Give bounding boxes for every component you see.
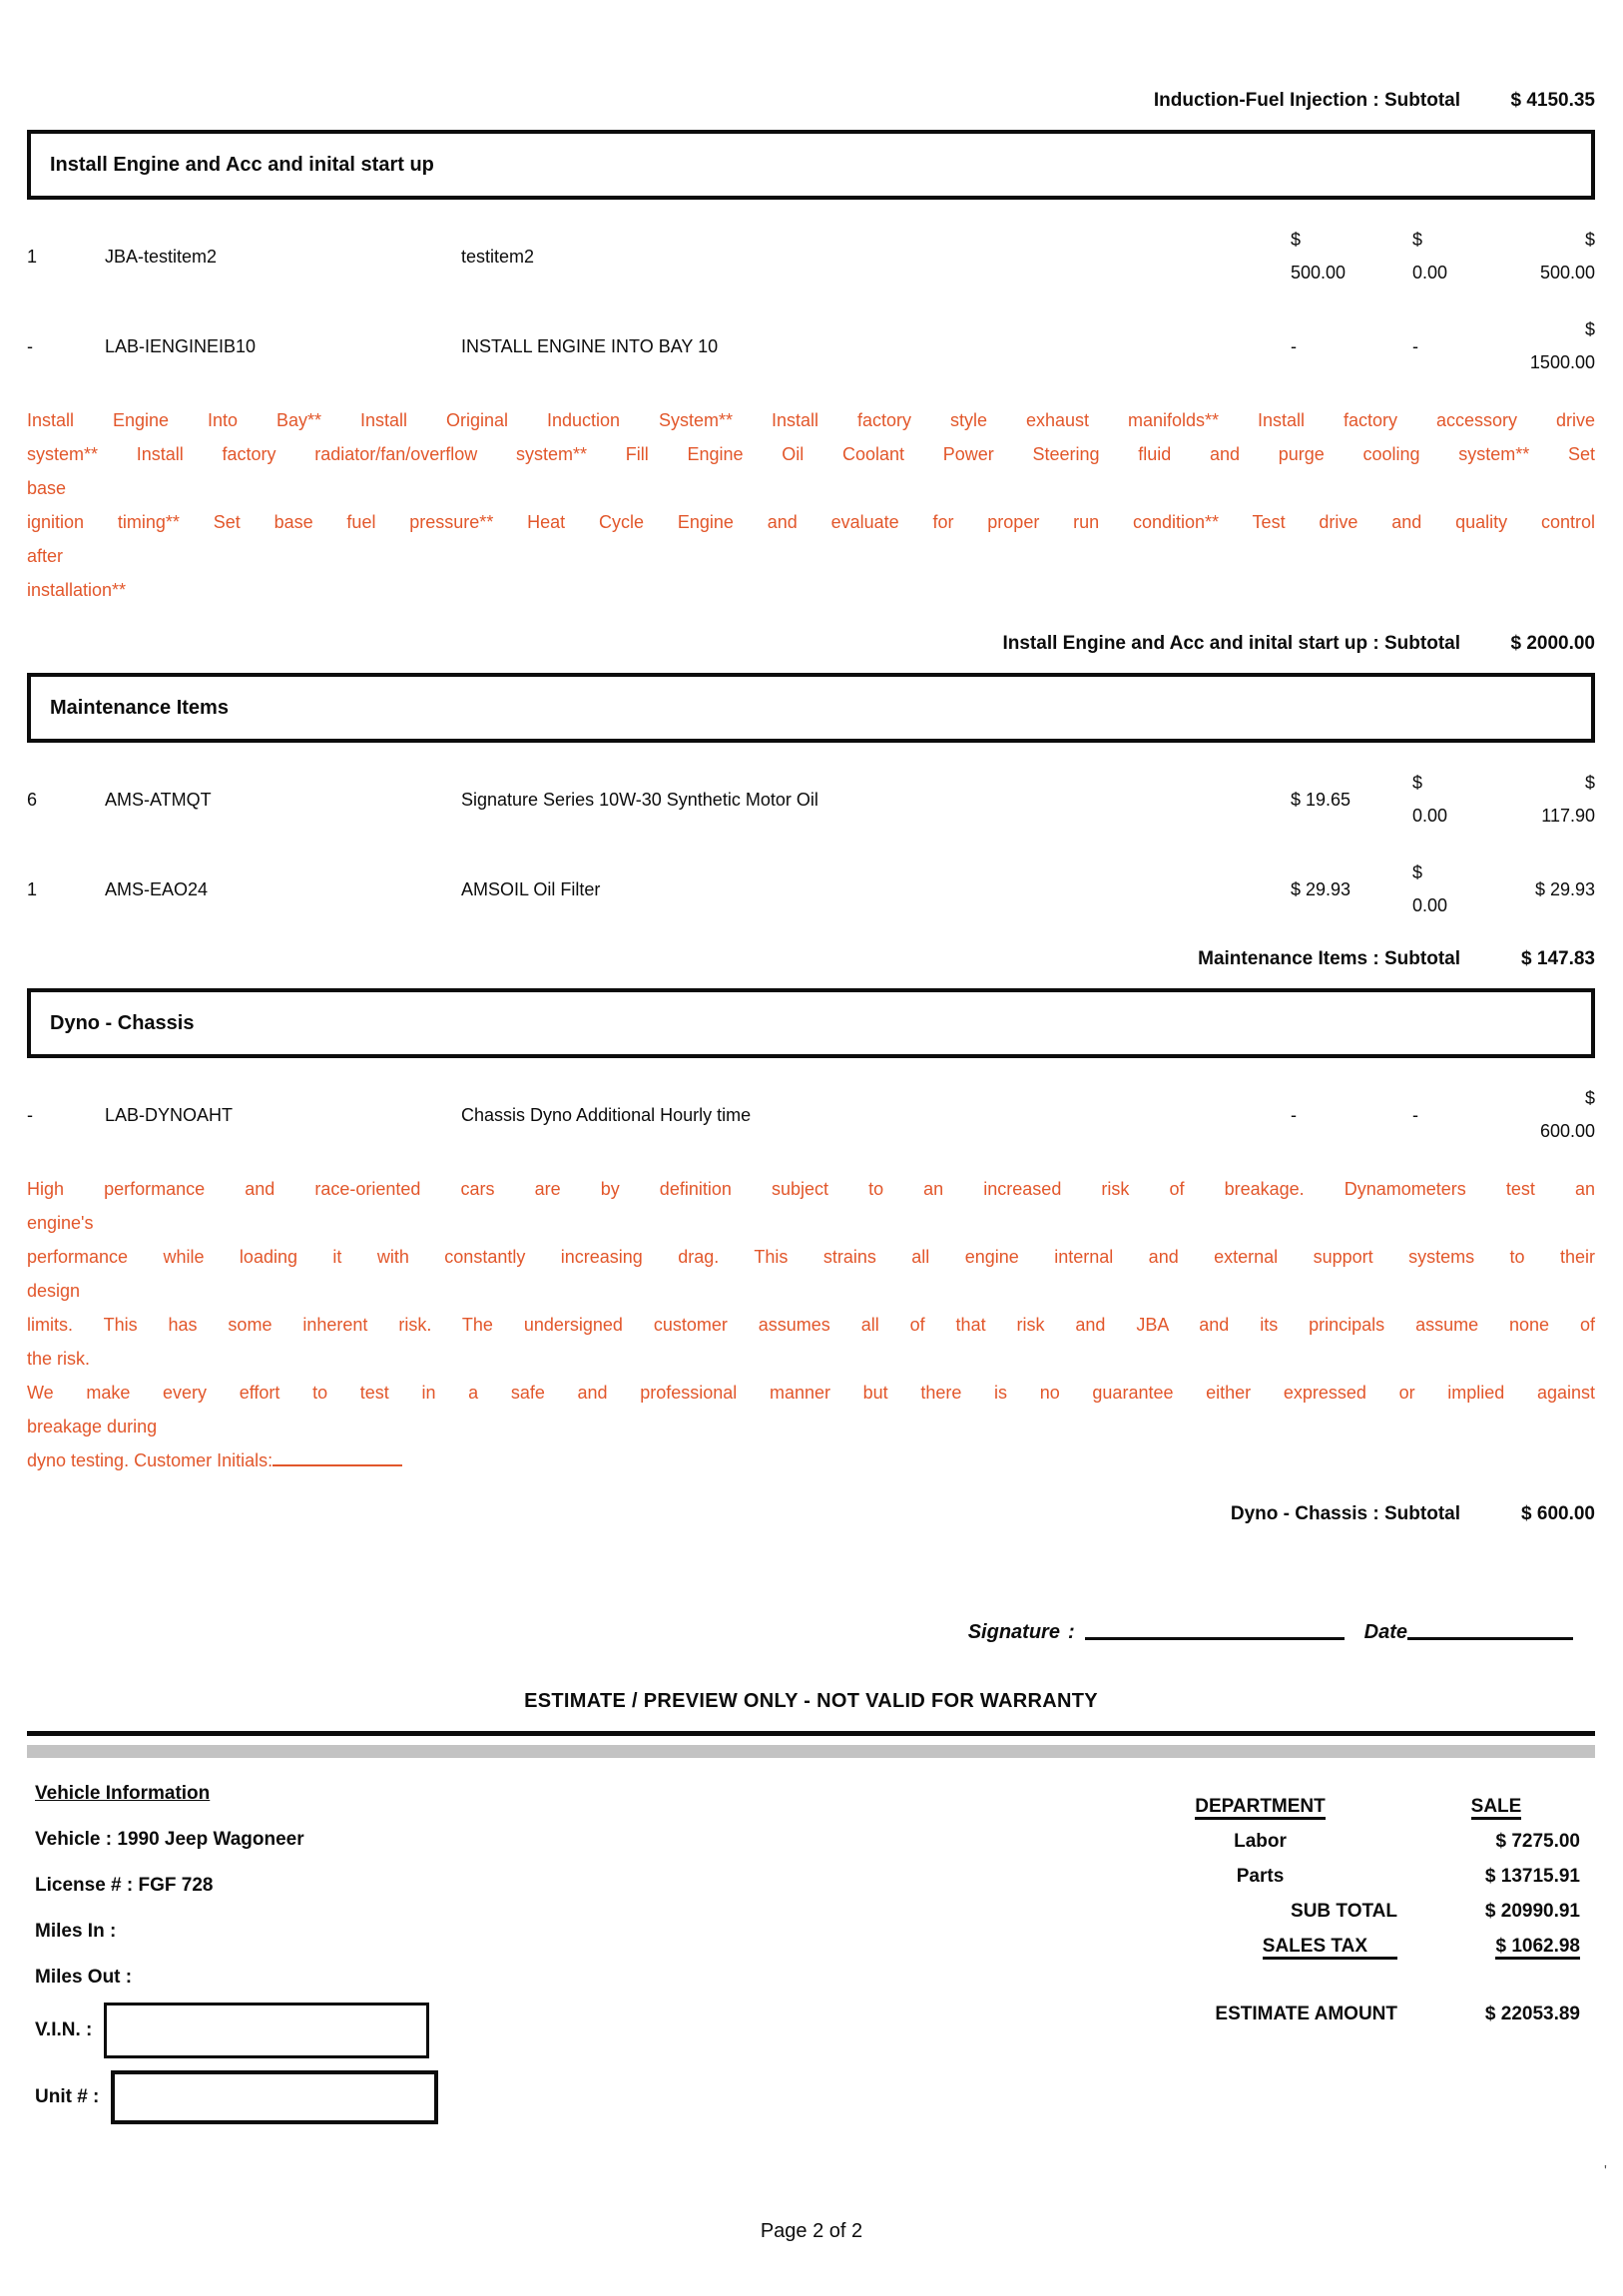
- date-line: [1407, 1636, 1573, 1640]
- totals-row: [1123, 1936, 1580, 1958]
- carryover-subtotal-label: Induction-Fuel Injection : Subtotal: [1153, 90, 1460, 111]
- item-discount-line: 0.00: [1412, 263, 1448, 283]
- section-subtotal-amount: $ 600.00: [1521, 1503, 1595, 1524]
- item-description: Chassis Dyno Additional Hourly time: [461, 1104, 752, 1125]
- totals-row-label: [1123, 1866, 1397, 1888]
- totals-row-amount: [1412, 1936, 1580, 1958]
- item-qty: -: [27, 1104, 33, 1125]
- item-total-line: 117.90: [1541, 806, 1595, 826]
- section-subtotal-label: Install Engine and Acc and inital start up : Subtotal: [1002, 633, 1460, 654]
- section-title: Dyno - Chassis: [50, 1011, 195, 1034]
- item-discount-line: -: [1412, 335, 1418, 356]
- note-line: base: [27, 478, 67, 498]
- item-total-line: 1500.00: [1529, 352, 1595, 372]
- item-part-number: JBA-testitem2: [105, 246, 218, 267]
- item-total-line: $: [1584, 230, 1595, 250]
- item-total-line: 600.00: [1539, 1121, 1595, 1141]
- totals-row-amount: [1412, 1901, 1580, 1923]
- note-line: High performance and race-oriented cars are by definition subject to an increased risk of breakage. Dynamometers test an: [27, 1179, 1595, 1199]
- vehicle-info-lines: [35, 1829, 1123, 1989]
- item-part-number: AMS-EAO24: [105, 878, 209, 899]
- item-total-line: $: [1584, 1088, 1595, 1108]
- totals-row-label: [1123, 1901, 1397, 1923]
- signature-row: [27, 1621, 1573, 1644]
- section-subtotal-row: [27, 948, 1595, 970]
- note-line: performance while loading it with constantly increasing drag. This strains all engine internal and external support systems to their: [27, 1247, 1595, 1267]
- section-title: Install Engine and Acc and inital start up: [50, 153, 434, 176]
- section-subtotal-row: [27, 1503, 1595, 1525]
- vehicle-info-line: Miles Out :: [35, 1967, 133, 1988]
- item-discount-line: $: [1412, 773, 1423, 793]
- section-subtotal-amount: $ 2000.00: [1510, 633, 1595, 654]
- item-qty: 1: [27, 878, 38, 899]
- item-total-line: $: [1584, 319, 1595, 339]
- item-discount-line: -: [1412, 1104, 1418, 1125]
- note-line: design: [27, 1281, 81, 1301]
- estimate-amount-row: [1123, 2004, 1580, 2025]
- item-total: [1495, 224, 1595, 289]
- totals-row-label-text: Parts: [1236, 1866, 1285, 1887]
- item-discount: [1412, 224, 1464, 289]
- item-discount-line: 0.00: [1412, 895, 1448, 915]
- item-price: [1291, 330, 1374, 363]
- item-price-line: -: [1291, 335, 1297, 356]
- line-item-row: [27, 767, 1595, 833]
- column-gap: [1397, 1936, 1412, 1958]
- section-subtotal-label: Dyno - Chassis : Subtotal: [1230, 1503, 1460, 1524]
- note-line: breakage during: [27, 1417, 158, 1436]
- section-header: [27, 988, 1595, 1058]
- sections-container: [27, 130, 1595, 1525]
- item-total-line: 500.00: [1539, 263, 1595, 283]
- item-description: testitem2: [461, 246, 535, 267]
- sale-header: SALE: [1471, 1796, 1522, 1820]
- item-price: [1291, 873, 1374, 906]
- note-line: limits. This has some inherent risk. The undersigned customer assumes all of that risk and JBA and its principals assume none of: [27, 1315, 1595, 1335]
- totals-row-label-text: SALES TAX: [1263, 1936, 1397, 1960]
- customer-initials-line[interactable]: [272, 1450, 402, 1466]
- note-line: Install Engine Into Bay** Install Original Induction System** Install factory style exhaust manifolds** Install factory accessory drive: [27, 410, 1595, 430]
- totals-row-label: [1123, 1831, 1397, 1853]
- line-item-row: [27, 857, 1595, 922]
- note-line: ignition timing** Set base fuel pressure** Heat Cycle Engine and evaluate for proper run condition** Test drive and quality control: [27, 512, 1595, 532]
- divider-black-bar: [27, 1731, 1595, 1736]
- vin-row: [35, 2003, 1123, 2058]
- item-qty: 6: [27, 789, 38, 810]
- vin-label: V.I.N. :: [35, 2019, 93, 2040]
- item-price: [1291, 784, 1374, 817]
- item-price-line: $ 29.93: [1291, 878, 1352, 899]
- section-subtotal-amount: $ 147.83: [1521, 948, 1595, 969]
- unit-label: Unit # :: [35, 2086, 100, 2107]
- section-note: [27, 403, 1595, 607]
- column-gap: [1397, 1831, 1412, 1853]
- note-line: We make every effort to test in a safe and professional manner but there is no guarantee either expressed or implied against: [27, 1383, 1595, 1403]
- section-subtotal-label: Maintenance Items : Subtotal: [1198, 948, 1460, 969]
- estimate-amount-value: $ 22053.89: [1484, 2004, 1580, 2024]
- unit-input-box[interactable]: [111, 2070, 438, 2124]
- unit-row: [35, 2070, 1123, 2124]
- line-item-row: [27, 313, 1595, 379]
- item-total: [1495, 1082, 1595, 1148]
- vehicle-info-line: Miles In :: [35, 1921, 117, 1942]
- item-discount-line: 0.00: [1412, 806, 1448, 826]
- note-line: dyno testing. Customer Initials:: [27, 1443, 1595, 1477]
- item-price: [1291, 1099, 1374, 1132]
- note-line: installation**: [27, 580, 127, 600]
- bottom-area: [27, 1783, 1595, 2124]
- page-number: Page 2 of 2: [760, 2220, 863, 2242]
- totals-row-amount-text: $ 1062.98: [1495, 1936, 1580, 1960]
- item-discount: [1412, 857, 1464, 922]
- signature-label: Signature: [967, 1621, 1060, 1643]
- item-description: INSTALL ENGINE INTO BAY 10: [461, 335, 719, 356]
- department-header: DEPARTMENT: [1195, 1796, 1326, 1820]
- divider-gray-bar: [27, 1745, 1595, 1758]
- department-header-cell: [1123, 1796, 1397, 1818]
- carryover-subtotal-amount: $ 4150.35: [1510, 90, 1595, 111]
- item-discount: [1412, 1099, 1464, 1132]
- estimate-amount-label: ESTIMATE AMOUNT: [1215, 2004, 1397, 2024]
- vehicle-information-heading: Vehicle Information: [35, 1783, 211, 1804]
- section-subtotal-row: [27, 633, 1595, 655]
- item-total: [1495, 873, 1595, 906]
- item-total: [1495, 767, 1595, 833]
- note-line: system** Install factory radiator/fan/overflow system** Fill Engine Oil Coolant Power Steering fluid and purge cooling system** Set: [27, 444, 1595, 464]
- item-description: AMSOIL Oil Filter: [461, 878, 601, 899]
- totals-row-label: [1123, 1936, 1397, 1958]
- totals-header-row: [1123, 1796, 1580, 1818]
- totals-row: [1123, 1831, 1580, 1853]
- item-qty: 1: [27, 246, 38, 267]
- stray-mark: ': [1604, 2162, 1607, 2179]
- totals-block: [1123, 1783, 1580, 2124]
- column-gap: [1397, 1901, 1412, 1923]
- item-price-line: $ 19.65: [1291, 789, 1352, 810]
- signature-line: [1085, 1636, 1345, 1640]
- date-label: Date: [1363, 1621, 1407, 1643]
- totals-row: [1123, 1901, 1580, 1923]
- totals-rows: [1123, 1831, 1580, 1958]
- line-item-row: [27, 1082, 1595, 1148]
- item-total: [1495, 313, 1595, 379]
- totals-row-amount: [1412, 1866, 1580, 1888]
- note-line: after: [27, 546, 64, 566]
- section-header: [27, 130, 1595, 200]
- line-item-row: [27, 224, 1595, 289]
- section-title: Maintenance Items: [50, 696, 229, 719]
- item-description: Signature Series 10W-30 Synthetic Motor Oil: [461, 789, 818, 810]
- item-discount-line: $: [1412, 862, 1423, 882]
- totals-row-label-text: Labor: [1234, 1831, 1287, 1852]
- warranty-banner: ESTIMATE / PREVIEW ONLY - NOT VALID FOR WARRANTY: [524, 1690, 1098, 1712]
- item-qty: -: [27, 335, 33, 356]
- item-part-number: LAB-DYNOAHT: [105, 1104, 234, 1125]
- item-part-number: AMS-ATMQT: [105, 789, 212, 810]
- item-price-line: 500.00: [1291, 263, 1347, 283]
- vin-input-box[interactable]: [104, 2003, 429, 2058]
- item-part-number: LAB-IENGINEIB10: [105, 335, 257, 356]
- section-header: [27, 673, 1595, 743]
- section-note: [27, 1172, 1595, 1477]
- totals-row-amount-text: $ 20990.91: [1484, 1901, 1580, 1922]
- carryover-subtotal-row: [27, 90, 1595, 112]
- item-discount-line: $: [1412, 230, 1423, 250]
- column-gap: [1397, 1866, 1412, 1888]
- vehicle-information-block: [27, 1783, 1123, 2124]
- totals-row-amount-text: $ 7275.00: [1495, 1831, 1580, 1852]
- signature-colon: :: [1067, 1621, 1075, 1643]
- item-discount: [1412, 330, 1464, 363]
- vehicle-info-line: Vehicle : 1990 Jeep Wagoneer: [35, 1829, 304, 1850]
- totals-row-amount: [1412, 1831, 1580, 1853]
- vehicle-info-line: License # : FGF 728: [35, 1875, 214, 1896]
- sale-header-cell: [1412, 1796, 1580, 1818]
- totals-row-amount-text: $ 13715.91: [1484, 1866, 1580, 1887]
- item-price: [1291, 224, 1374, 289]
- note-line: the risk.: [27, 1349, 91, 1369]
- item-total-line: $: [1584, 773, 1595, 793]
- note-line: engine's: [27, 1213, 94, 1233]
- totals-row-label-text: SUB TOTAL: [1291, 1901, 1397, 1922]
- item-price-line: $: [1291, 230, 1302, 250]
- totals-row: [1123, 1866, 1580, 1888]
- item-total-line: $ 29.93: [1534, 878, 1595, 899]
- item-price-line: -: [1291, 1104, 1297, 1125]
- item-discount: [1412, 767, 1464, 833]
